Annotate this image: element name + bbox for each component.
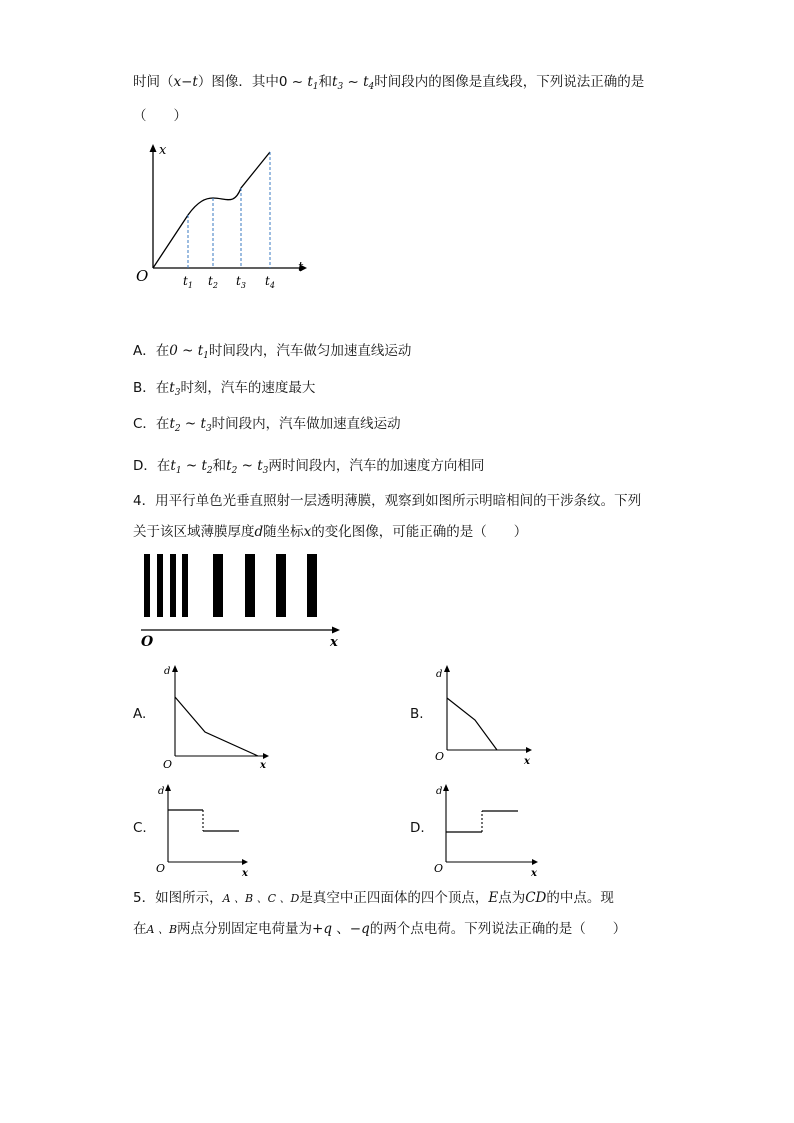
q3-stem-text: ）图像．其中 [197,74,279,90]
q5-stem-text: 两点分别固定电荷量为 [177,921,313,937]
q5-stem-line1 [133,888,614,909]
q3-stem-var: t [332,74,338,90]
q4-option-c-graph[interactable] [152,780,262,880]
option-math: t [169,416,175,432]
option-sub: 2 [206,466,213,476]
option-sub: 2 [174,424,181,434]
q5-stem-text: 点为 [498,890,526,906]
q4-stem-text: 随坐标 [263,524,304,540]
q3-option-c[interactable] [133,414,401,439]
q5-stem-var: E [488,890,499,906]
q3-tick-t1: $t_1$ [183,274,193,290]
q5-stem-text: 的两个点电荷。下列说法正确的是（ ） [369,921,627,937]
option-text: 时间段内，汽车做匀加速直线运动 [208,343,412,359]
q4-stem-var: d [254,524,264,540]
q3-stem-var: t [363,74,369,90]
option-sub: 1 [203,351,209,361]
q3-x-axis-label: x [159,143,167,158]
q3-stem-line1 [133,72,644,97]
svg-text:d: d [164,666,171,677]
q5-stem-text: 是真空中正四面体的四个顶点， [299,890,489,906]
svg-text:x: x [260,760,266,771]
q3-tick-t4: $t_4$ [265,274,275,290]
q3-stem-var: t [307,74,313,90]
q3-option-b[interactable] [133,378,315,403]
q3-tick-t3: $t_3$ [236,274,246,290]
q3-dashed-guides [188,152,270,268]
q5-stem-text: 的中点。现 [546,890,614,906]
option-sub: 2 [231,466,238,476]
svg-text:d: d [158,786,165,797]
q3-origin-label: O [136,267,149,285]
q4-option-d-letter[interactable]: D. [410,820,425,836]
q4-option-c-letter[interactable]: C. [133,820,147,836]
q4-option-b-letter[interactable]: B. [410,706,424,722]
q4-stem-var: x [303,524,312,540]
svg-text:x: x [242,868,248,879]
q3-stem-sub: 4 [368,82,375,92]
q3-stem-text: 0 ~ [278,74,308,90]
q4-fringe-stripes [144,554,317,617]
q4-fringe-axis-arrow [332,627,340,634]
option-text: D．在 [133,458,171,474]
q5-stem-text: 在 [133,921,147,937]
q4-b-curve [447,698,497,750]
svg-text:O: O [156,862,166,875]
option-sub: 3 [174,388,181,398]
q3-option-a[interactable] [133,341,411,366]
q5-stem-var: +q [312,921,332,937]
q3-stem-sub: 1 [312,82,319,92]
q3-t-axis-label: t [298,260,304,275]
q3-answer-blank: （ ） [133,108,187,124]
q3-option-d[interactable] [133,456,484,481]
q5-stem-var: −q [349,921,370,937]
svg-text:x: x [524,756,530,767]
q5-stem-line2 [133,919,626,940]
q3-stem-text: ~ [343,74,364,90]
option-sub: 3 [205,424,212,434]
option-text: 时间段内，汽车做加速直线运动 [211,416,401,432]
svg-text:x: x [531,868,537,879]
option-sub: 1 [175,466,182,476]
q3-x-axis-arrow [150,144,157,152]
option-math: ~ t [180,416,206,432]
option-math: t [226,458,232,474]
option-math: ~ t [237,458,263,474]
option-text: 和 [212,458,227,474]
q4-fringe-figure [135,548,350,653]
q3-xt-graph [130,140,310,290]
q4-stem-text: 的变化图像，可能正确的是（ ） [311,524,528,540]
svg-text:d: d [436,669,443,680]
q3-stem-sub: 3 [337,82,344,92]
svg-text:d: d [436,786,443,797]
q4-stem-text: 关于该区域薄膜厚度 [133,524,255,540]
svg-text:O: O [434,862,444,875]
q3-tick-t2: $t_2$ [208,274,218,290]
q5-stem-var: CD [525,890,547,906]
option-text: B．在 [133,380,170,396]
q4-fringe-origin: O [141,634,154,650]
q4-option-b-graph[interactable] [432,660,542,775]
option-math: ~ t [181,458,207,474]
q4-option-a-graph[interactable] [160,660,280,775]
option-math: t [170,458,176,474]
q4-stem-line2 [133,522,527,542]
q4-option-a-letter[interactable]: A. [133,706,147,722]
q3-stem-text: 和 [318,74,333,90]
option-text: 两时间段内，汽车的加速度方向相同 [268,458,485,474]
option-math: 0 ~ t [169,343,204,359]
option-text: 时刻，汽车的速度最大 [180,380,316,396]
q5-stem-var: A 、B 、C 、D [222,892,300,905]
q4-a-curve [175,697,258,756]
q4-option-d-graph[interactable] [430,780,545,880]
q4-stem-line1: 4．用平行单色光垂直照射一层透明薄膜，观察到如图所示明暗相间的干涉条纹。下列 [133,493,642,509]
q3-stem-text: 时间（ [133,74,174,90]
q5-stem-var: A 、B [146,923,178,936]
option-text: A．在 [133,343,170,359]
q3-stem-var: x−t [173,74,198,90]
q5-stem-text: 5．如图所示， [133,890,223,906]
option-math: t [169,380,175,396]
q3-xt-curve [153,152,270,268]
svg-text:O: O [435,750,445,763]
q4-fringe-x-label: x [330,635,338,650]
svg-text:O: O [163,758,173,771]
option-sub: 3 [262,466,269,476]
q3-stem-text: 时间段内的图像是直线段，下列说法正确的是 [374,74,645,90]
q5-stem-text: 、 [332,921,350,937]
option-text: C．在 [133,416,170,432]
